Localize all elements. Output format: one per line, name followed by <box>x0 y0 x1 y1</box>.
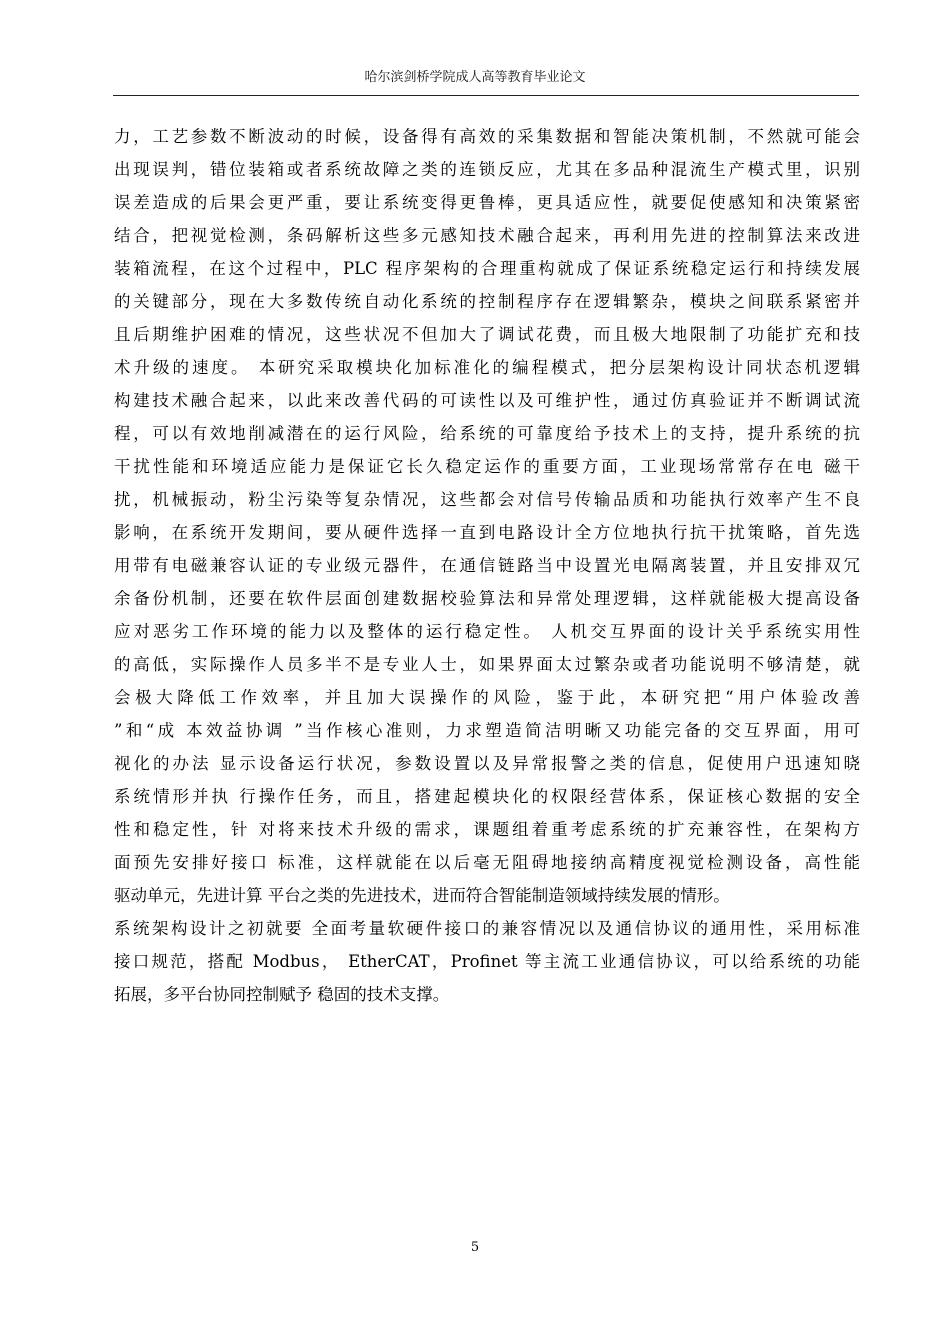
text-line: 且后期维护困难的情况，这些状况不但加大了调试花费，而且极大地限制了功能扩充和技 <box>114 325 860 344</box>
text-line: 装箱流程，在这个过程中，PLC 程序架构的合理重构就成了保证系统稳定运行和持续发展 <box>114 259 860 278</box>
text-line: 干扰性能和环境适应能力是保证它长久稳定运作的重要方面，工业现场常常存在电 磁干 <box>114 457 860 476</box>
text-line: 的高低，实际操作人员多半不是专业人士，如果界面太过繁杂或者功能说明不够清楚，就 <box>114 655 860 674</box>
text-line: 影响，在系统开发期间，要从硬件选择一直到电路设计全方位地执行抗干扰策略，首先选 <box>114 523 860 542</box>
text-line: 程，可以有效地削减潜在的运行风险，给系统的可靠度给予技术上的支持，提升系统的抗 <box>114 424 860 443</box>
page-number: 5 <box>470 1240 480 1255</box>
text-line: 力，工艺参数不断波动的时候，设备得有高效的采集数据和智能决策机制，不然就可能会 <box>114 127 860 146</box>
text-line: 出现误判，错位装箱或者系统故障之类的连锁反应，尤其在多品种混流生产模式里，识别 <box>114 160 860 179</box>
text-line: 面预先安排好接口 标准，这样就能在以后毫无阻碍地接纳高精度视觉检测设备，高性能 <box>114 853 860 872</box>
text-line: ”和“成 本效益协调 ”当作核心准则，力求塑造简洁明晰又功能完备的交互界面，用可 <box>114 721 860 740</box>
text-line: 视化的办法 显示设备运行状况，参数设置以及异常报警之类的信息，促使用户迅速知晓 <box>114 754 860 773</box>
text-line: 接口规范，搭配 Modbus， EtherCAT，Profinet 等主流工业通信协议，可以给系统的功能 <box>114 952 860 971</box>
text-line: 驱动单元，先进计算 平台之类的先进技术，进而符合智能制造领域持续发展的情形。 <box>114 886 730 905</box>
text-line: 用带有电磁兼容认证的专业级元器件，在通信链路当中设置光电隔离装置，并且安排双冗 <box>114 556 860 575</box>
text-line: 余备份机制，还要在软件层面创建数据校验算法和异常处理逻辑，这样就能极大提高设备 <box>114 589 860 608</box>
text-line: 系统架构设计之初就要 全面考量软硬件接口的兼容情况以及通信协议的通用性，采用标准 <box>114 919 860 938</box>
text-line: 应对恶劣工作环境的能力以及整体的运行稳定性。 人机交互界面的设计关乎系统实用性 <box>114 622 860 641</box>
text-line: 构建技术融合起来，以此来改善代码的可读性以及可维护性，通过仿真验证并不断调试流 <box>114 391 860 410</box>
text-line: 术升级的速度。 本研究采取模块化加标准化的编程模式，把分层架构设计同状态机逻辑 <box>114 358 860 377</box>
header-divider <box>113 95 859 96</box>
text-line: 拓展，多平台协同控制赋予 稳固的技术支撑。 <box>114 985 450 1004</box>
running-header: 哈尔滨剑桥学院成人高等教育毕业论文 <box>364 70 586 85</box>
text-line: 结合，把视觉检测，条码解析这些多元感知技术融合起来，再利用先进的控制算法来改进 <box>114 226 860 245</box>
text-line: 的关键部分，现在大多数传统自动化系统的控制程序存在逻辑繁杂，模块之间联系紧密并 <box>114 292 860 311</box>
body-paragraph <box>114 120 860 1011</box>
text-line: 误差造成的后果会更严重，要让系统变得更鲁棒，更具适应性，就要促使感知和决策紧密 <box>114 193 860 212</box>
text-line: 扰，机械振动，粉尘污染等复杂情况，这些都会对信号传输品质和功能执行效率产生不良 <box>114 490 860 509</box>
text-line: 性和稳定性，针 对将来技术升级的需求，课题组着重考虑系统的扩充兼容性，在架构方 <box>114 820 860 839</box>
text-line: 系统情形并执 行操作任务，而且，搭建起模块化的权限经营体系，保证核心数据的安全 <box>114 787 860 806</box>
text-line: 会极大降低工作效率，并且加大误操作的风险，鉴于此，本研究把“用户体验改善 <box>114 688 860 707</box>
